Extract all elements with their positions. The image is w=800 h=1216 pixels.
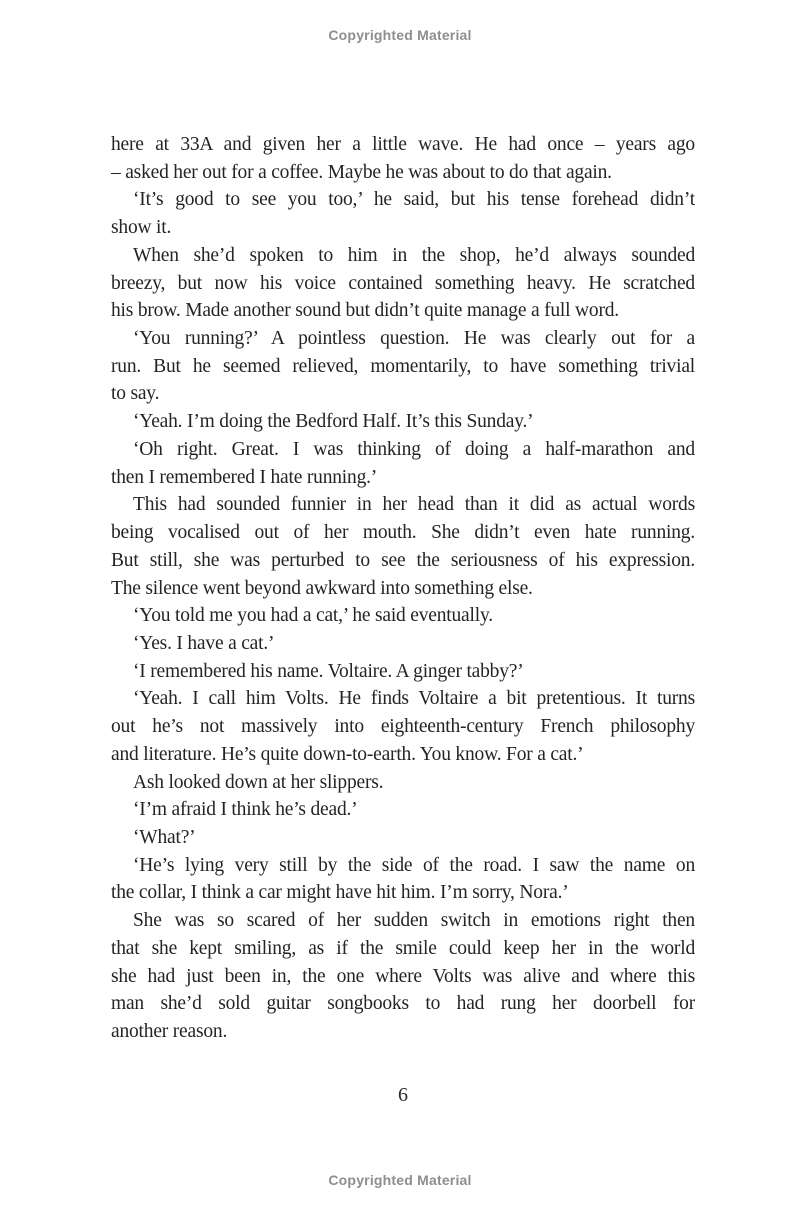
- paragraph: [111, 630, 695, 658]
- text-line: Ash looked down at her slippers.: [133, 771, 384, 793]
- body-text: [111, 131, 695, 1046]
- copyright-notice-bottom: Copyrighted Material: [328, 1172, 472, 1188]
- text-line: ‘Yeah. I call him Volts. He finds Voltaire a bit pretentious. It turns: [133, 688, 695, 710]
- text-line: then I remembered I hate running.’: [111, 466, 378, 488]
- text-line: The silence went beyond awkward into something else.: [111, 577, 533, 599]
- text-line: – asked her out for a coffee. Maybe he was about to do that again.: [111, 161, 612, 183]
- paragraph: [111, 685, 695, 768]
- paragraph: [111, 242, 695, 325]
- text-line: ‘You running?’ A pointless question. He was clearly out for a: [133, 328, 695, 350]
- paragraph: [111, 408, 695, 436]
- text-line: that she kept smiling, as if the smile could keep her in the world: [111, 937, 695, 959]
- paragraph: [111, 186, 695, 241]
- paragraph: [111, 491, 695, 602]
- text-line: ‘Yes. I have a cat.’: [133, 632, 275, 654]
- paragraph: [111, 602, 695, 630]
- text-line: ‘Yeah. I’m doing the Bedford Half. It’s this Sunday.’: [133, 411, 534, 433]
- text-line: ‘Oh right. Great. I was thinking of doing a half-marathon and: [133, 438, 695, 460]
- paragraph: [111, 325, 695, 408]
- text-line: ‘I remembered his name. Voltaire. A ginger tabby?’: [133, 660, 524, 682]
- text-line: ‘You told me you had a cat,’ he said eventually.: [133, 605, 493, 627]
- text-line: being vocalised out of her mouth. She didn’t even hate running.: [111, 522, 695, 544]
- paragraph: [111, 769, 695, 797]
- text-line: When she’d spoken to him in the shop, he’d always sounded: [133, 244, 695, 266]
- text-line: his brow. Made another sound but didn’t quite manage a full word.: [111, 300, 619, 322]
- text-line: ‘He’s lying very still by the side of the road. I saw the name on: [133, 854, 695, 876]
- text-line: ‘What?’: [133, 826, 196, 848]
- paragraph: [111, 131, 695, 186]
- text-line: breezy, but now his voice contained something heavy. He scratched: [111, 272, 695, 294]
- paragraph: [111, 658, 695, 686]
- text-line: She was so scared of her sudden switch in emotions right then: [133, 910, 695, 932]
- paragraph: [111, 907, 695, 1046]
- text-line: This had sounded funnier in her head than it did as actual words: [133, 494, 695, 516]
- text-line: the collar, I think a car might have hit him. I’m sorry, Nora.’: [111, 882, 569, 904]
- text-line: But still, she was perturbed to see the seriousness of his expression.: [111, 549, 695, 571]
- text-line: run. But he seemed relieved, momentarily, to have something trivial: [111, 355, 695, 377]
- paragraph: [111, 824, 695, 852]
- text-line: man she’d sold guitar songbooks to had rung her doorbell for: [111, 993, 695, 1015]
- paragraph: [111, 796, 695, 824]
- text-line: ‘I’m afraid I think he’s dead.’: [133, 799, 358, 821]
- paragraph: [111, 852, 695, 907]
- text-line: ‘It’s good to see you too,’ he said, but his tense forehead didn’t: [133, 189, 695, 211]
- text-line: to say.: [111, 383, 160, 405]
- text-line: another reason.: [111, 1021, 228, 1042]
- text-line: show it.: [111, 217, 172, 239]
- copyright-notice-top: Copyrighted Material: [328, 27, 472, 43]
- page-number: 6: [398, 1084, 408, 1106]
- text-line: here at 33A and given her a little wave. He had once – years ago: [111, 134, 695, 155]
- text-line: and literature. He’s quite down-to-earth. You know. For a cat.’: [111, 743, 584, 765]
- paragraph: [111, 436, 695, 491]
- text-line: out he’s not massively into eighteenth-century French philosophy: [111, 716, 695, 738]
- text-line: she had just been in, the one where Volts was alive and where this: [111, 965, 695, 987]
